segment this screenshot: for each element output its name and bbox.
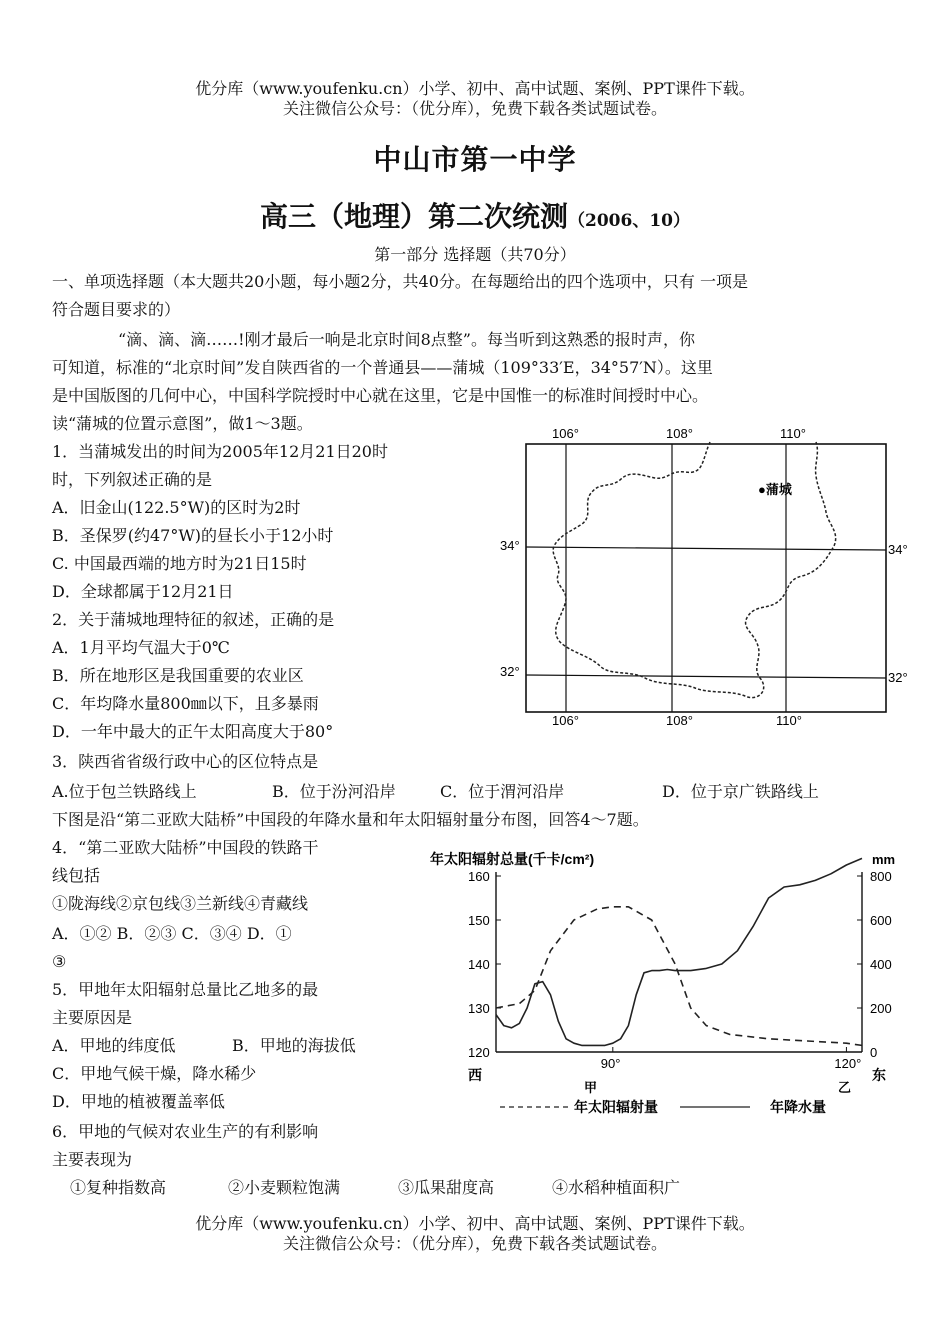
intro-line-1: “滴、滴、滴……!刚才最后一响是北京时间8点整”。每当听到这熟悉的报时声，你 [118,330,695,349]
top-lon-110: 110° [780,426,806,441]
radiation-precipitation-chart [424,840,924,1128]
q1-option-d: D．全球都属于12月21日 [52,582,234,601]
q5-option-c: C．甲地气候干燥，降水稀少 [52,1064,257,1083]
section-instruction-2: 符合题目要求的） [52,300,181,319]
footer-line-1: 优分库（www.youfenku.cn）小学、初中、高中试题、案例、PPT课件下载。 [195,1214,755,1233]
q2-stem: 2．关于蒲城地理特征的叙述，正确的是 [52,610,335,629]
q4-stem-2: 线包括 [52,866,101,885]
intro-line-2: 可知道，标准的“北京时间”发自陕西省的一个普通县——蒲城（109°33′E，34°57′N）。这里 [52,358,713,377]
radiation-line [496,907,862,1046]
right-tick-label: 600 [870,913,892,928]
chart-title: 年太阳辐射总量(千卡/cm²) [430,851,595,867]
q4-choice-d-cont: ③ [52,952,67,971]
map-frame [526,444,886,712]
header-line-2: 关注微信公众号：（优分库），免费下载各类试题试卷。 [282,99,667,118]
bottom-lon-108: 108° [666,713,693,728]
x-label-jia: 甲 [584,1080,598,1095]
q2-option-a: A．1月平均气温大于0℃ [52,638,230,657]
q1-option-a: A．旧金山(122.5°W)的区时为2时 [52,498,301,517]
q6-option-2: ②小麦颗粒饱满 [228,1178,341,1197]
q4-stem-1: 4．“第二亚欧大陆桥”中国段的铁路干 [52,838,319,857]
right-axis-unit: mm [872,852,896,867]
x-label-yi: 乙 [838,1080,852,1095]
q2-option-d: D．一年中最大的正午太阳高度大于80° [52,722,334,741]
q5-stem-2: 主要原因是 [52,1008,133,1027]
q5-option-a: A．甲地的纬度低 [52,1036,176,1055]
q1-option-b: B．圣保罗(约47°W)的昼长小于12小时 [52,526,334,545]
footer-line-2: 关注微信公众号：（优分库），免费下载各类试题试卷。 [282,1234,667,1253]
right-tick-label: 400 [870,957,892,972]
intro-line-3: 是中国版图的几何中心，中国科学院授时中心就在这里，它是中国惟一的标准时间授时中心。 [52,386,709,405]
q2-option-b: B．所在地形区是我国重要的农业区 [52,666,304,685]
right-lat-32: 32° [888,670,908,685]
q1-stem-2: 时，下列叙述正确的是 [52,470,213,489]
pucheng-location-map [490,420,920,730]
q5-option-b: B．甲地的海拔低 [232,1036,356,1055]
right-lat-34: 34° [888,542,908,557]
bottom-lon-110: 110° [776,713,802,728]
top-lon-106: 106° [552,426,579,441]
left-tick-label: 120 [468,1045,490,1060]
header-line-1: 优分库（www.youfenku.cn）小学、初中、高中试题、案例、PPT课件下载。 [195,79,755,98]
q1-stem-1: 1．当蒲城发出的时间为2005年12月21日20时 [52,442,388,461]
x-tick-label: 90° [600,1056,621,1071]
pucheng-label: ●蒲城 [758,482,792,497]
q6-option-3: ③瓜果甜度高 [398,1178,495,1197]
q5-option-d: D．甲地的植被覆盖率低 [52,1092,225,1111]
title-main: 高三（地理）第二次统测 [260,200,569,233]
q6-stem-2: 主要表现为 [52,1150,133,1169]
gridline-32 [526,675,886,678]
exam-title [0,195,950,235]
left-lat-32: 32° [500,664,520,679]
q3-option-d: D．位于京广铁路线上 [662,782,819,801]
q6-stem-1: 6．甲地的气候对农业生产的有利影响 [52,1122,319,1141]
left-lat-34: 34° [500,538,520,553]
q2-option-c: C．年均降水量800㎜以下，且多暴雨 [52,694,319,713]
legend-precipitation: 年降水量 [770,1099,826,1115]
part-title: 第一部分 选择题（共70分） [374,245,576,264]
q6-option-4: ④水稻种植面积广 [552,1178,681,1197]
q1-option-c: C. 中国最西端的地方时为21日15时 [52,554,307,573]
title-date: （2006、10） [568,211,690,231]
left-tick-label: 140 [468,957,490,972]
q3-option-a: A.位于包兰铁路线上 [52,782,197,801]
intro-line-4: 读“蒲城的位置示意图”，做1～3题。 [52,414,313,433]
left-tick-label: 130 [468,1001,490,1016]
x-tick-label: 120° [834,1056,862,1071]
q4-choices: A．①② B．②③ C．③④ D．① [52,924,292,943]
shaanxi-outline [553,442,835,698]
q3-option-c: C．位于渭河沿岸 [440,782,565,801]
q5-stem-1: 5．甲地年太阳辐射总量比乙地多的最 [52,980,319,999]
section-instruction-1: 一、单项选择题（本大题共20小题，每小题2分，共40分。在每题给出的四个选项中，只有 一项是 [52,272,748,291]
right-tick-label: 0 [870,1045,878,1060]
intro-2: 下图是沿“第二亚欧大陆桥”中国段的年降水量和年太阳辐射量分布图，回答4～7题。 [52,810,649,829]
left-tick-label: 150 [468,913,490,928]
x-label-east: 东 [872,1067,886,1083]
school-name: 中山市第一中学 [373,143,577,176]
left-tick-label: 160 [468,869,490,884]
x-label-west: 西 [468,1067,482,1083]
q6-option-1: ①复种指数高 [70,1178,167,1197]
q3-option-b: B．位于汾河沿岸 [272,782,396,801]
bottom-lon-106: 106° [552,713,579,728]
q4-options: ①陇海线②京包线③兰新线④青藏线 [52,894,309,913]
right-tick-label: 200 [870,1001,892,1016]
top-lon-108: 108° [666,426,693,441]
right-tick-label: 800 [870,869,892,884]
q3-stem: 3．陕西省省级行政中心的区位特点是 [52,752,319,771]
legend-radiation: 年太阳辐射量 [574,1099,658,1115]
